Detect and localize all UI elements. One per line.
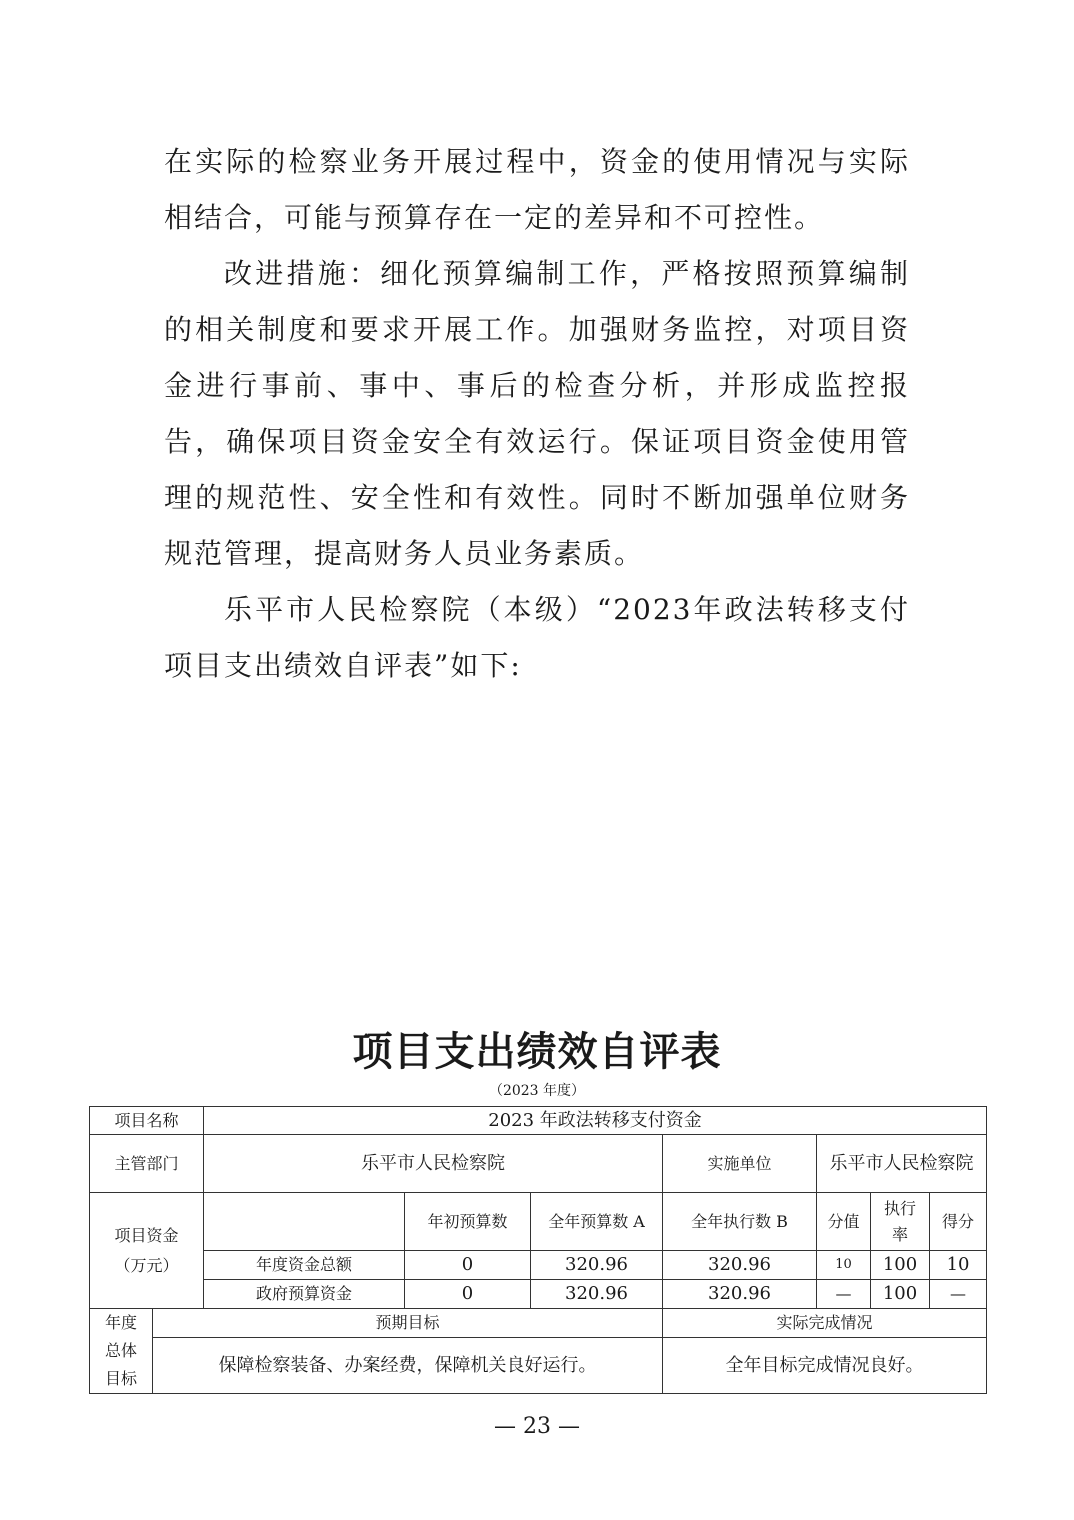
header-empty [204, 1193, 405, 1251]
evaluation-table [89, 1106, 987, 1394]
dept-value: 乐平市人民检察院 [204, 1135, 663, 1193]
paragraph-3: 乐平市人民检察院（本级）“2023年政法转移支付项目支出绩效自评表”如下: [164, 593, 910, 682]
header-score: 得分 [930, 1193, 987, 1251]
row-budget: 320.96 [531, 1280, 663, 1309]
row-label: 政府预算资金 [204, 1280, 405, 1309]
row-score: 10 [930, 1251, 987, 1280]
header-score-value: 分值 [817, 1193, 871, 1251]
paragraph-2: 改进措施：细化预算编制工作，严格按照预算编制的相关制度和要求开展工作。加强财务监控，对项目资金进行事前、事中、事后的检查分析，并形成监控报告，确保项目资金安全有效运行。保证项目资金使用管理的规范性、安全性和有效性。同时不断加强单位财务规范管理，提高财务人员业务素质。 [164, 257, 910, 570]
row-exec: 320.96 [663, 1280, 817, 1309]
table-subtitle: （2023 年度） [488, 1083, 586, 1099]
header-annual-budget: 全年预算数 A [531, 1193, 663, 1251]
expected-goal-text: 保障检察装备、办案经费，保障机关良好运行。 [153, 1338, 663, 1394]
page-number: — 23 — [494, 1414, 580, 1439]
header-initial-budget: 年初预算数 [405, 1193, 531, 1251]
row-exec: 320.96 [663, 1251, 817, 1280]
row-value: — [817, 1280, 871, 1309]
paragraph-1: 在实际的检察业务开展过程中，资金的使用情况与实际相结合，可能与预算存在一定的差异和不可控性。 [164, 145, 910, 234]
actual-result-label: 实际完成情况 [663, 1309, 987, 1338]
row-initial: 0 [405, 1251, 531, 1280]
expected-goal-label: 预期目标 [153, 1309, 663, 1338]
row-score: — [930, 1280, 987, 1309]
impl-value: 乐平市人民检察院 [817, 1135, 987, 1193]
dept-label: 主管部门 [90, 1135, 204, 1193]
actual-result-text: 全年目标完成情况良好。 [663, 1338, 987, 1394]
row-rate: 100 [871, 1251, 930, 1280]
row-label: 年度资金总额 [204, 1251, 405, 1280]
funds-label: 项目资金 （万元） [90, 1193, 204, 1309]
row-budget: 320.96 [531, 1251, 663, 1280]
row-initial: 0 [405, 1280, 531, 1309]
goal-label: 年度 总体 目标 [90, 1309, 153, 1394]
header-exec-rate: 执行率 [871, 1193, 930, 1251]
project-name-label: 项目名称 [90, 1107, 204, 1135]
header-annual-exec: 全年执行数 B [663, 1193, 817, 1251]
table-title: 项目支出绩效自评表 [352, 1029, 722, 1075]
project-name-value: 2023 年政法转移支付资金 [204, 1107, 987, 1135]
row-value: 10 [817, 1251, 871, 1280]
row-rate: 100 [871, 1280, 930, 1309]
impl-label: 实施单位 [663, 1135, 817, 1193]
